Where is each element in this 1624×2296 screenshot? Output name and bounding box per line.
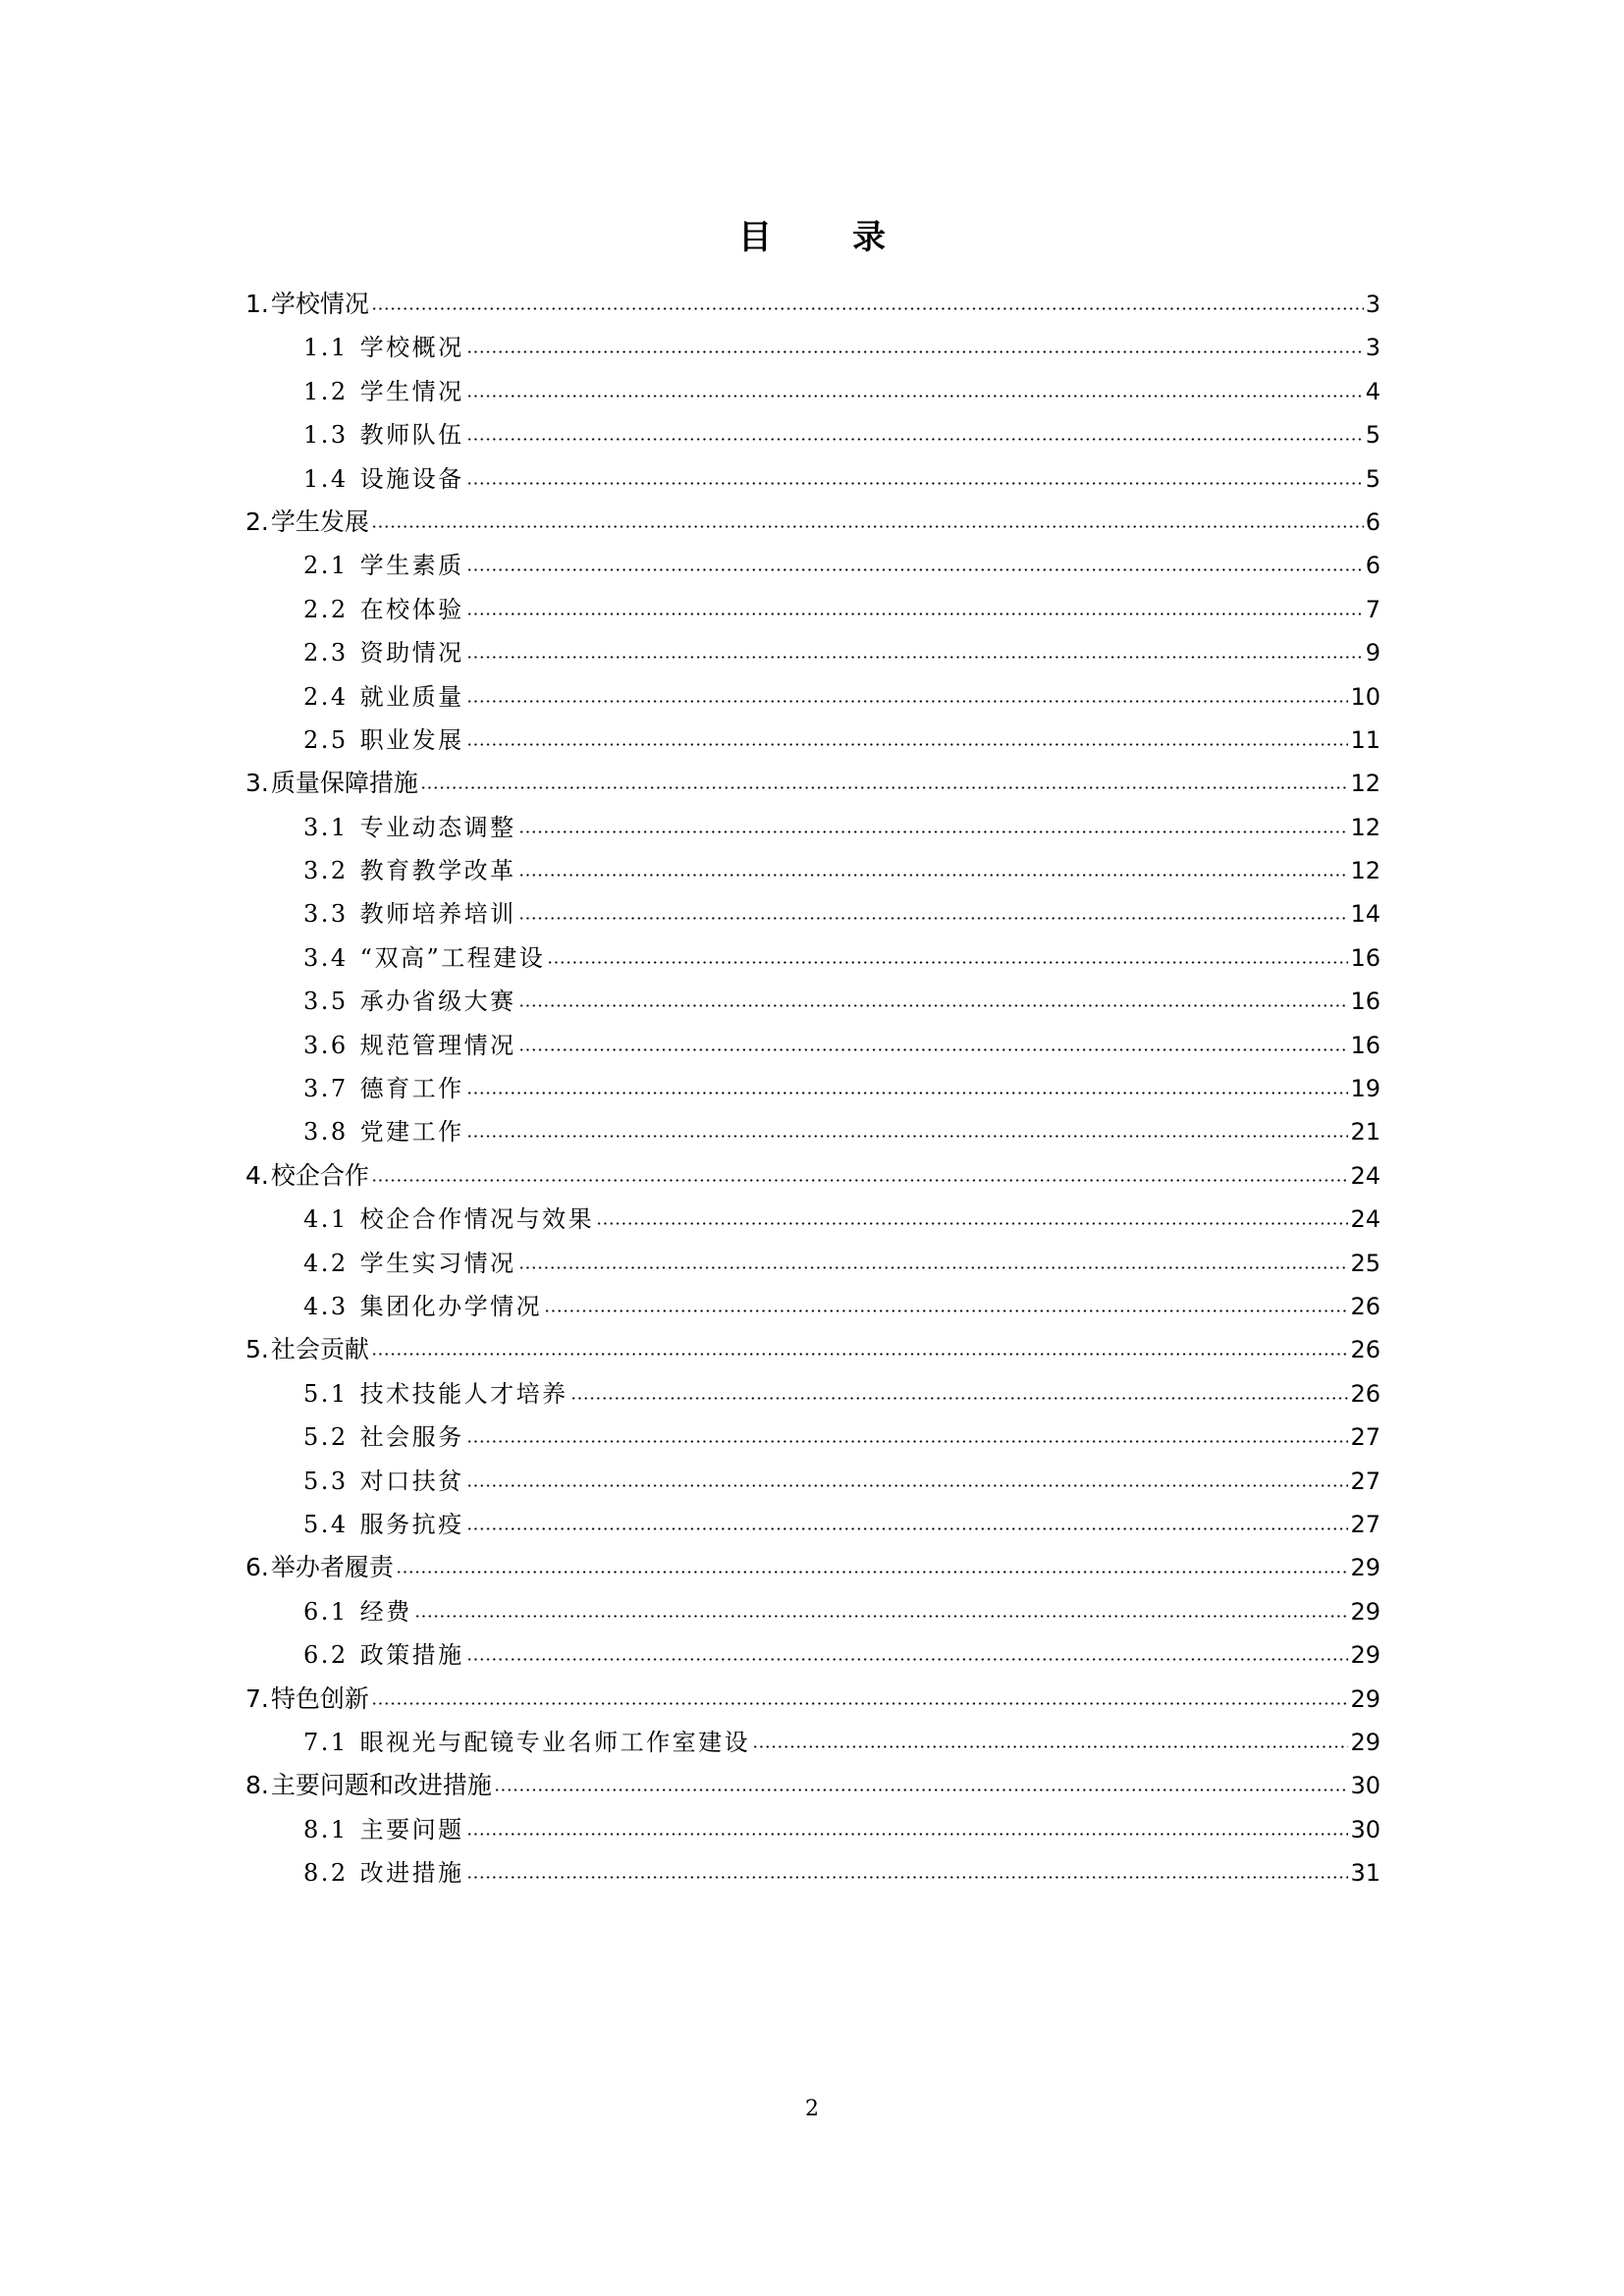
toc-entry-title: 改进措施 [359, 1859, 464, 1888]
toc-entry-page: 29 [1350, 1597, 1380, 1626]
toc-entry-page: 21 [1350, 1118, 1380, 1147]
toc-entry-label [245, 501, 369, 544]
toc-entry-label [303, 631, 464, 674]
toc-entry-label [245, 1328, 369, 1371]
toc-entry-page: 24 [1350, 1161, 1380, 1190]
toc-entry-title: 技术技能人才培养 [359, 1379, 568, 1408]
toc-entry-number: 7. [245, 1683, 269, 1713]
toc-entry-label [303, 1024, 516, 1067]
toc-subsection-entry[interactable] [245, 413, 1380, 456]
dot-leader [466, 613, 1364, 615]
toc-entry-number: 8. [245, 1771, 269, 1800]
toc-entry-title: 学校情况 [270, 290, 369, 318]
toc-entry-page: 12 [1350, 813, 1380, 841]
toc-subsection-entry[interactable] [245, 1198, 1380, 1241]
toc-entry-title: 质量保障措施 [270, 769, 418, 798]
toc-section-entry[interactable] [245, 1764, 1380, 1807]
toc-section-entry[interactable] [245, 762, 1380, 805]
toc-entry-title: 学校概况 [359, 334, 464, 362]
toc-entry-title: 校企合作情况与效果 [359, 1205, 595, 1234]
toc-entry-title: 经费 [359, 1597, 412, 1626]
toc-entry-number: 3.2 [303, 857, 349, 885]
table-of-contents [245, 283, 1380, 1895]
toc-entry-title: 对口扶贫 [359, 1467, 464, 1495]
toc-entry-page: 19 [1350, 1075, 1380, 1103]
toc-subsection-entry[interactable] [245, 675, 1380, 719]
toc-entry-title: 教师队伍 [359, 421, 464, 450]
toc-entry-number: 5.1 [303, 1379, 349, 1408]
dot-leader [518, 917, 1349, 920]
page-title-char-2: 录 [852, 218, 886, 257]
toc-subsection-entry[interactable] [245, 1633, 1380, 1677]
toc-entry-title: 教师培养培训 [359, 900, 516, 929]
toc-entry-page: 16 [1350, 1031, 1380, 1059]
toc-entry-label [303, 1460, 464, 1503]
toc-entry-number: 8.2 [303, 1859, 349, 1888]
toc-entry-label [303, 1067, 464, 1110]
dot-leader [371, 1353, 1349, 1356]
toc-entry-number: 1.1 [303, 334, 349, 362]
toc-entry-page: 24 [1350, 1205, 1380, 1234]
dot-leader [420, 786, 1349, 789]
toc-entry-label [303, 980, 516, 1023]
toc-subsection-entry[interactable] [245, 1110, 1380, 1153]
toc-subsection-entry[interactable] [245, 849, 1380, 892]
toc-entry-title: 社会服务 [359, 1423, 464, 1452]
dot-leader [494, 1789, 1349, 1791]
toc-entry-title: 教育教学改革 [359, 857, 516, 885]
toc-entry-page: 30 [1350, 1772, 1380, 1800]
toc-entry-label [303, 806, 516, 849]
toc-entry-page: 16 [1350, 943, 1380, 972]
toc-entry-label [303, 1851, 464, 1895]
dot-leader [466, 1484, 1349, 1487]
toc-entry-label [303, 1110, 464, 1153]
toc-entry-number: 6.2 [303, 1641, 349, 1670]
toc-entry-title: 政策措施 [359, 1641, 464, 1670]
toc-entry-number: 4.1 [303, 1205, 349, 1234]
toc-entry-title: 资助情况 [359, 639, 464, 667]
toc-entry-title: “双高”工程建设 [359, 943, 546, 972]
toc-entry-number: 3. [245, 769, 269, 798]
dot-leader [518, 830, 1349, 833]
dot-leader [466, 1876, 1349, 1879]
dot-leader [596, 1222, 1348, 1225]
toc-entry-label [245, 1546, 394, 1589]
toc-entry-page: 27 [1350, 1510, 1380, 1538]
toc-entry-page: 6 [1365, 552, 1380, 580]
toc-subsection-entry[interactable] [245, 1590, 1380, 1633]
toc-entry-page: 26 [1350, 1379, 1380, 1408]
toc-entry-number: 6.1 [303, 1597, 349, 1626]
toc-entry-title: 专业动态调整 [359, 813, 516, 841]
dot-leader [518, 1048, 1349, 1051]
toc-subsection-entry[interactable] [245, 1067, 1380, 1110]
toc-entry-label [303, 1590, 412, 1633]
toc-entry-label [303, 1242, 516, 1285]
toc-entry-page: 5 [1365, 464, 1380, 493]
toc-entry-label [245, 1154, 369, 1198]
toc-subsection-entry[interactable] [245, 936, 1380, 980]
dot-leader [466, 1135, 1349, 1138]
toc-entry-page: 12 [1350, 857, 1380, 885]
dot-leader [544, 1309, 1348, 1312]
toc-subsection-entry[interactable] [245, 457, 1380, 501]
toc-entry-page: 30 [1350, 1815, 1380, 1843]
toc-entry-number: 4. [245, 1160, 269, 1190]
toc-entry-page: 29 [1350, 1728, 1380, 1756]
toc-entry-label [303, 370, 464, 413]
toc-entry-label [303, 413, 464, 456]
toc-entry-number: 3.6 [303, 1031, 349, 1059]
toc-entry-label [245, 1764, 492, 1807]
toc-entry-page: 26 [1350, 1336, 1380, 1364]
toc-entry-page: 3 [1365, 334, 1380, 362]
toc-entry-number: 2. [245, 507, 269, 536]
toc-subsection-entry[interactable] [245, 631, 1380, 674]
toc-subsection-entry[interactable] [245, 326, 1380, 369]
toc-section-entry[interactable] [245, 283, 1380, 326]
toc-entry-page: 14 [1350, 900, 1380, 929]
toc-subsection-entry[interactable] [245, 1415, 1380, 1459]
toc-entry-label [303, 892, 516, 935]
toc-subsection-entry[interactable] [245, 1024, 1380, 1067]
dot-leader [466, 482, 1364, 485]
toc-entry-number: 3.3 [303, 900, 349, 929]
toc-entry-number: 6. [245, 1553, 269, 1582]
toc-entry-page: 6 [1365, 507, 1380, 536]
toc-entry-title: 校企合作 [270, 1160, 369, 1190]
toc-entry-number: 5.3 [303, 1467, 349, 1495]
toc-entry-title: 特色创新 [270, 1683, 369, 1713]
toc-entry-title: 主要问题 [359, 1815, 464, 1843]
toc-entry-page: 29 [1350, 1641, 1380, 1670]
dot-leader [466, 656, 1364, 659]
toc-section-entry[interactable] [245, 1328, 1380, 1371]
toc-entry-number: 5.4 [303, 1510, 349, 1538]
toc-entry-number: 7.1 [303, 1728, 349, 1756]
toc-entry-label [303, 849, 516, 892]
toc-entry-title: 学生发展 [270, 507, 369, 536]
toc-entry-number: 1.3 [303, 421, 349, 450]
toc-entry-page: 9 [1365, 639, 1380, 667]
dot-leader [466, 438, 1364, 441]
toc-entry-page: 25 [1350, 1249, 1380, 1277]
toc-entry-number: 8.1 [303, 1815, 349, 1843]
toc-entry-number: 2.5 [303, 725, 349, 754]
toc-entry-page: 7 [1365, 595, 1380, 623]
toc-entry-number: 2.4 [303, 682, 349, 711]
dot-leader [570, 1397, 1349, 1400]
toc-subsection-entry[interactable] [245, 1503, 1380, 1546]
toc-subsection-entry[interactable] [245, 1372, 1380, 1415]
toc-entry-title: 举办者履责 [270, 1553, 394, 1582]
dot-leader [466, 350, 1364, 353]
dot-leader [547, 961, 1348, 964]
toc-entry-number: 3.7 [303, 1075, 349, 1103]
toc-section-entry[interactable] [245, 1546, 1380, 1589]
page-title [0, 214, 1624, 261]
toc-entry-label [303, 1633, 464, 1677]
toc-entry-label [303, 1372, 568, 1415]
toc-subsection-entry[interactable] [245, 1242, 1380, 1285]
toc-entry-number: 4.2 [303, 1249, 349, 1277]
toc-entry-label [303, 675, 464, 719]
toc-entry-title: 在校体验 [359, 595, 464, 623]
toc-entry-number: 5. [245, 1335, 269, 1364]
toc-entry-number: 1.2 [303, 377, 349, 405]
toc-subsection-entry[interactable] [245, 1460, 1380, 1503]
toc-entry-label [303, 1198, 594, 1241]
toc-entry-title: 眼视光与配镜专业名师工作室建设 [359, 1728, 751, 1756]
toc-entry-label [245, 1678, 369, 1721]
toc-entry-number: 2.1 [303, 552, 349, 580]
page-title-char-1: 目 [738, 218, 772, 257]
toc-entry-title: 学生情况 [359, 377, 464, 405]
toc-entry-title: 党建工作 [359, 1118, 464, 1147]
toc-entry-page: 3 [1365, 291, 1380, 318]
toc-section-entry[interactable] [245, 1154, 1380, 1198]
toc-entry-page: 16 [1350, 988, 1380, 1016]
dot-leader [518, 1266, 1349, 1269]
toc-entry-label [303, 1415, 464, 1459]
toc-entry-title: 职业发展 [359, 725, 464, 754]
dot-leader [466, 1527, 1349, 1530]
toc-entry-number: 2.2 [303, 595, 349, 623]
dot-leader [466, 1440, 1349, 1443]
dot-leader [466, 1833, 1349, 1836]
dot-leader [518, 874, 1349, 877]
dot-leader [466, 1092, 1349, 1095]
toc-entry-page: 5 [1365, 421, 1380, 450]
toc-entry-page: 29 [1350, 1684, 1380, 1713]
toc-entry-title: 规范管理情况 [359, 1031, 516, 1059]
toc-entry-number: 3.5 [303, 988, 349, 1016]
toc-entry-number: 4.3 [303, 1292, 349, 1320]
toc-entry-title: 学生实习情况 [359, 1249, 516, 1277]
toc-entry-label [303, 936, 545, 980]
toc-entry-title: 社会贡献 [270, 1335, 369, 1364]
dot-leader [466, 743, 1349, 746]
toc-entry-title: 德育工作 [359, 1075, 464, 1103]
toc-entry-number: 1. [245, 290, 269, 318]
page-number: 2 [805, 2097, 819, 2121]
dot-leader [414, 1615, 1349, 1618]
toc-entry-page: 31 [1350, 1859, 1380, 1888]
toc-subsection-entry[interactable] [245, 1721, 1380, 1764]
toc-entry-title: 就业质量 [359, 682, 464, 711]
dot-leader [518, 1004, 1349, 1007]
toc-entry-label [303, 1285, 542, 1328]
toc-entry-number: 3.4 [303, 943, 349, 972]
toc-entry-number: 1.4 [303, 464, 349, 493]
toc-entry-title: 学生素质 [359, 552, 464, 580]
toc-subsection-entry[interactable] [245, 544, 1380, 587]
toc-subsection-entry[interactable] [245, 588, 1380, 631]
toc-entry-page: 29 [1350, 1554, 1380, 1582]
toc-subsection-entry[interactable] [245, 892, 1380, 935]
toc-entry-label [303, 457, 464, 501]
toc-entry-label [303, 588, 464, 631]
toc-entry-number: 5.2 [303, 1423, 349, 1452]
toc-entry-label [303, 326, 464, 369]
toc-entry-title: 设施设备 [359, 464, 464, 493]
toc-entry-title: 服务抗疫 [359, 1510, 464, 1538]
toc-subsection-entry[interactable] [245, 370, 1380, 413]
toc-entry-page: 10 [1350, 682, 1380, 711]
toc-entry-page: 26 [1350, 1292, 1380, 1320]
toc-subsection-entry[interactable] [245, 1808, 1380, 1851]
toc-subsection-entry[interactable] [245, 719, 1380, 762]
toc-entry-page: 27 [1350, 1467, 1380, 1495]
toc-entry-title: 集团化办学情况 [359, 1292, 543, 1320]
dot-leader [466, 568, 1364, 571]
dot-leader [466, 395, 1364, 398]
dot-leader [466, 1658, 1349, 1661]
toc-entry-label [303, 1721, 750, 1764]
toc-entry-label [303, 544, 464, 587]
toc-entry-page: 27 [1350, 1423, 1380, 1452]
toc-entry-number: 2.3 [303, 639, 349, 667]
toc-subsection-entry[interactable] [245, 1285, 1380, 1328]
toc-subsection-entry[interactable] [245, 1851, 1380, 1895]
toc-entry-label [245, 762, 418, 805]
toc-entry-title: 主要问题和改进措施 [270, 1771, 492, 1800]
toc-section-entry[interactable] [245, 501, 1380, 544]
dot-leader [752, 1745, 1348, 1748]
toc-entry-title: 承办省级大赛 [359, 988, 516, 1016]
dot-leader [371, 525, 1364, 528]
toc-entry-label [303, 1503, 464, 1546]
dot-leader [371, 1702, 1349, 1705]
toc-entry-page: 4 [1365, 377, 1380, 405]
toc-subsection-entry[interactable] [245, 980, 1380, 1023]
toc-entry-label [303, 719, 464, 762]
toc-entry-number: 3.8 [303, 1118, 349, 1147]
toc-entry-number: 3.1 [303, 813, 349, 841]
toc-entry-page: 12 [1350, 770, 1380, 798]
toc-entry-page: 11 [1350, 725, 1380, 754]
toc-section-entry[interactable] [245, 1678, 1380, 1721]
dot-leader [371, 1179, 1349, 1182]
dot-leader [396, 1571, 1349, 1574]
toc-subsection-entry[interactable] [245, 806, 1380, 849]
toc-entry-label [303, 1808, 464, 1851]
dot-leader [371, 307, 1364, 310]
dot-leader [466, 700, 1349, 703]
toc-entry-label [245, 283, 369, 326]
